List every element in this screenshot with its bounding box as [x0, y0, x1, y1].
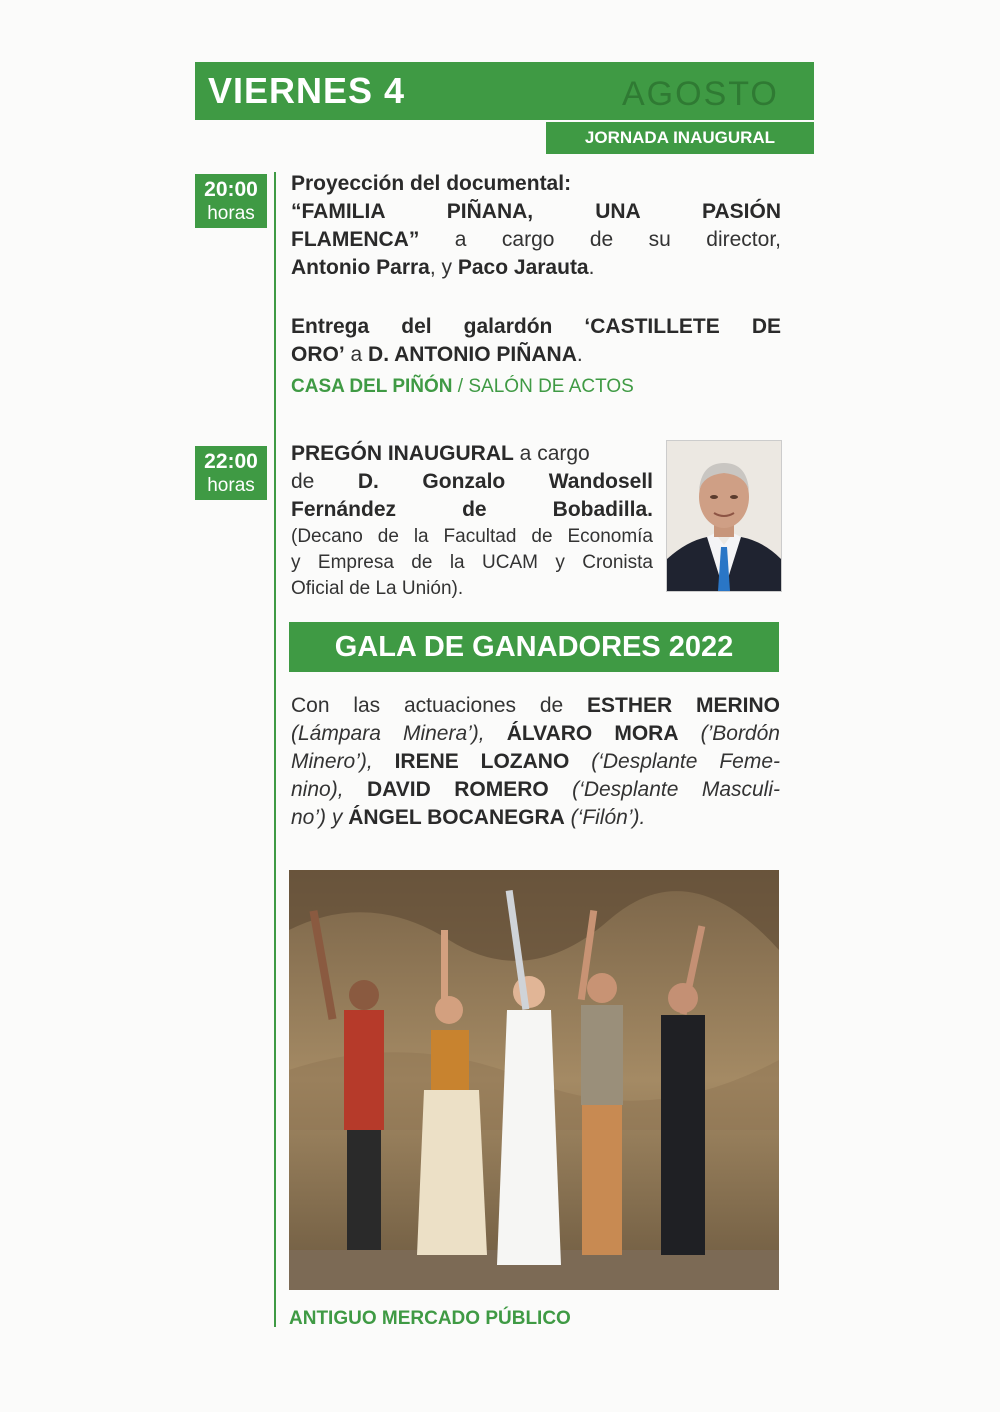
pregon-person-b: Fernández de Bobadilla.: [291, 498, 653, 521]
timeline-divider: [274, 172, 276, 1327]
event1-description: [291, 170, 781, 282]
gala-winners-photo-image: [289, 870, 779, 1290]
gala-venue: [289, 1306, 571, 1332]
gala-title-bar: GALA DE GANADORES 2022: [289, 622, 779, 672]
award-line-a: Entrega del galardón ‘CASTILLETE DE: [291, 315, 781, 338]
speaker-portrait-image: [667, 441, 781, 591]
gala-winners-photo: [289, 870, 779, 1290]
time-unit: horas: [207, 475, 255, 496]
event1-line1: Proyección del documental:: [291, 172, 572, 195]
performer-irene-lozano: IRENE LOZANO: [394, 750, 570, 773]
performer-3-category-b: nino),: [291, 778, 344, 801]
event2-description: [291, 440, 653, 602]
performer-4-category-b: no’) y: [291, 806, 349, 829]
speaker-portrait: [666, 440, 782, 592]
event1-end: .: [588, 256, 595, 279]
performer-2-category-a: (’Bordón: [700, 722, 780, 745]
event1-title-b: FLAMENCA”: [291, 228, 420, 251]
award-end: .: [576, 343, 583, 366]
gala-venue-label: ANTIGUO MERCADO PÚBLICO: [289, 1308, 571, 1329]
gala-description: [291, 692, 780, 832]
venue-main: CASA DEL PIÑÓN: [291, 376, 453, 397]
pregon-desc-1: (Decano de la Facultad de Economía: [291, 526, 653, 547]
time-value: 20:00: [204, 178, 258, 201]
award-connector: a: [344, 343, 369, 366]
event1-venue: [291, 374, 634, 400]
time-unit: horas: [207, 203, 255, 224]
pregon-tail: a cargo: [513, 442, 590, 465]
event1-person2: Paco Jarauta: [457, 256, 589, 279]
pregon-title: PREGÓN INAUGURAL: [291, 442, 514, 465]
performer-alvaro-mora: ÁLVARO MORA: [506, 722, 679, 745]
gala-intro: Con las actuaciones de: [291, 694, 588, 717]
event1-title-tail: a cargo de su director,: [419, 228, 781, 251]
day-title: VIERNES 4: [208, 70, 406, 111]
time-badge-2000: [195, 174, 267, 228]
month-title: AGOSTO: [622, 75, 779, 113]
performer-1-category: (Lámpara Minera’),: [291, 722, 485, 745]
venue-sub: SALÓN DE ACTOS: [468, 376, 634, 397]
event1-connector: , y: [429, 256, 458, 279]
pregon-de: de: [291, 470, 358, 493]
venue-separator: /: [452, 376, 469, 397]
jornada-label: JORNADA INAUGURAL: [546, 122, 814, 154]
award-recipient: D. ANTONIO PIÑANA: [368, 343, 577, 366]
pregon-desc-2: y Empresa de la UCAM y Cronista: [291, 552, 653, 573]
award-description: [291, 313, 781, 369]
performer-esther-merino: ESTHER MERINO: [587, 694, 780, 717]
performer-2-category-b: Minero’),: [291, 750, 373, 773]
time-value: 22:00: [204, 450, 258, 473]
award-line-b: ORO’: [291, 343, 345, 366]
performer-4-category-a: (‘Desplante Masculi-: [572, 778, 781, 801]
performer-angel-bocanegra: ÁNGEL BOCANEGRA: [348, 806, 565, 829]
performer-david-romero: DAVID ROMERO: [366, 778, 549, 801]
performer-5-category: (‘Filón’).: [570, 806, 646, 829]
time-badge-2200: [195, 446, 267, 500]
pregon-desc-3: Oficial de La Unión).: [291, 578, 464, 599]
performer-3-category-a: (‘Desplante Feme-: [591, 750, 780, 773]
event1-person1: Antonio Parra: [291, 256, 430, 279]
pregon-person-a: D. Gonzalo Wandosell: [357, 470, 653, 493]
event1-title-a: “FAMILIA PIÑANA, UNA PASIÓN: [291, 200, 781, 223]
